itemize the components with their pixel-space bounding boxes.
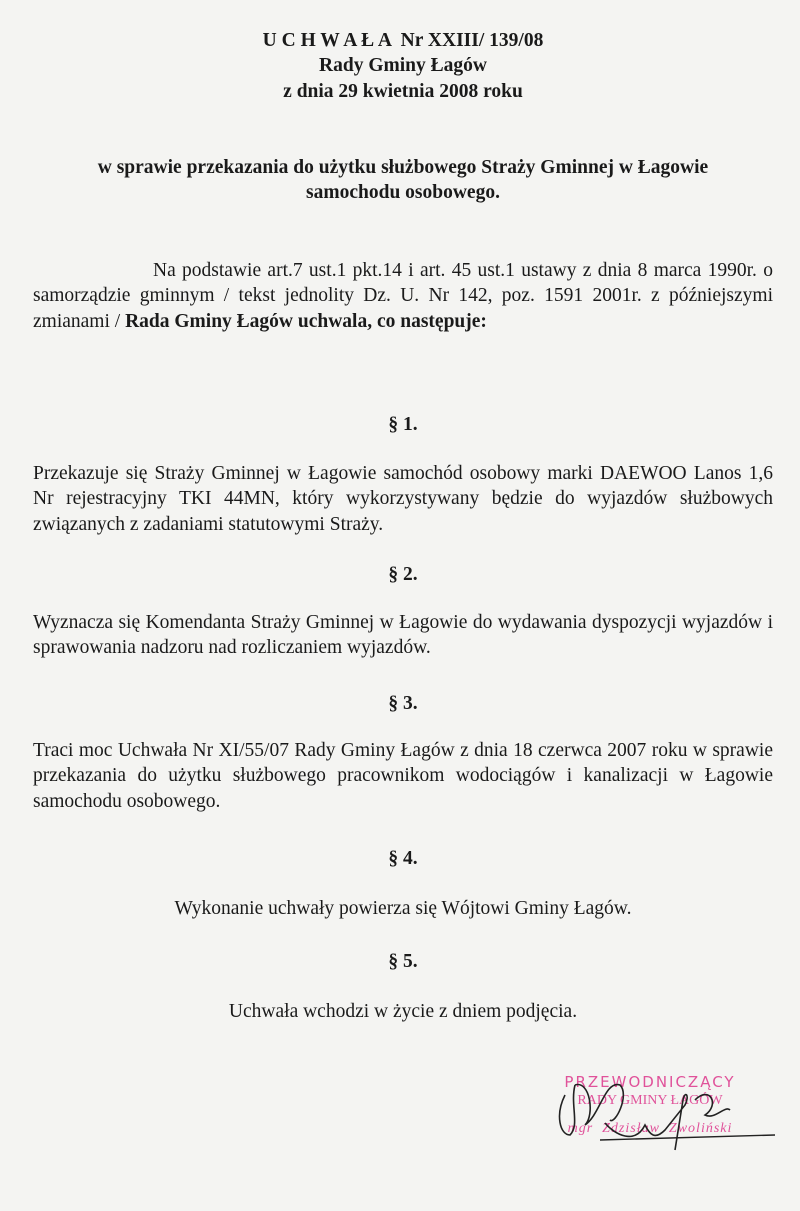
preamble xyxy=(33,258,773,334)
section-3-heading: § 3. xyxy=(388,693,418,714)
council-name: Rady Gminy Łagów xyxy=(319,55,487,77)
section-4-heading: § 4. xyxy=(388,848,418,869)
section-5-text: Uchwała wchodzi w życie z dniem podjęcia. xyxy=(228,1001,578,1022)
resolution-date: z dnia 29 kwietnia 2008 roku xyxy=(283,80,523,102)
stamp-title: PRZEWODNICZĄCY xyxy=(564,1073,736,1091)
section-4-text: Wykonanie uchwały powierza się Wójtowi Gminy Łagów. xyxy=(174,898,632,919)
subject-line-1: w sprawie przekazania do użytku służbowego Straży Gminnej w Łagowie xyxy=(97,157,709,178)
signature-icon xyxy=(545,1065,785,1165)
section-2-heading: § 2. xyxy=(388,564,418,585)
stamp-name: mgr Zdzisław Zwoliński xyxy=(567,1121,733,1136)
section-2-text: Wyznacza się Komendanta Straży Gminnej w Łagowie do wydawania dyspozycji wyjazdów i sprawowania nadzoru nad rozliczaniem wyjazdów. xyxy=(33,612,773,659)
resolution-title: U C H W A Ł A Nr XXIII/ 139/08 xyxy=(262,30,544,51)
stamp-council: RADY GMINY ŁAGÓW xyxy=(577,1093,723,1108)
subject-line-2: samochodu osobowego. xyxy=(306,182,500,204)
section-3-text: Traci moc Uchwała Nr XI/55/07 Rady Gminy Łagów z dnia 18 czerwca 2007 roku w sprawie przekazania do użytku służbowego pracownikom wodociągów i kanalizacji w Łagowie samochodu osobowego. xyxy=(33,740,773,812)
resolution-subject xyxy=(33,155,773,206)
section-1-heading: § 1. xyxy=(388,414,418,435)
section-1-text: Przekazuje się Straży Gminnej w Łagowie samochód osobowy marki DAEWOO Lanos 1,6 Nr rejestracyjny TKI 44MN, który wykorzystywany będzie do wyjazdów służbowych związanych z zadaniami statutowymi Straży. xyxy=(33,463,773,535)
document-header xyxy=(33,28,773,104)
preamble-bold: Rada Gminy Łagów uchwala, co następuje: xyxy=(125,310,487,332)
section-5-heading: § 5. xyxy=(388,951,418,972)
preamble-text: Na podstawie art.7 ust.1 pkt.14 i art. 45 ust.1 ustawy z dnia 8 marca 1990r. o samorządzie gminnym / tekst jednolity Dz. U. Nr 142, poz. 1591 2001r. z późniejszymi zmianami / xyxy=(33,260,773,332)
